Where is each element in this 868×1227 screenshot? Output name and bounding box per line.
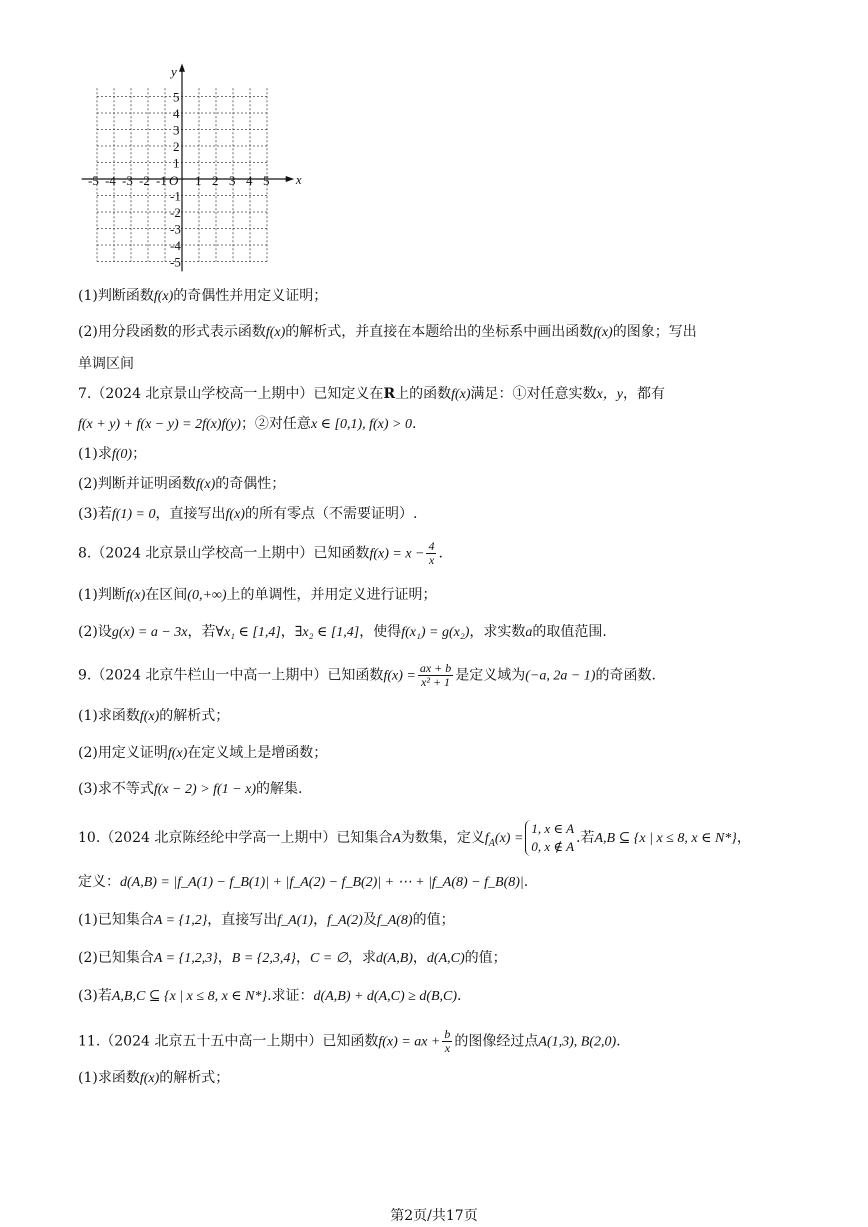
q10-definition: 定义：d(A,B) = |f_A(1) − f_B(1)| + |f_A(2) − f_B(2)| + ⋯ + |f_A(8) − f_B(8)|. xyxy=(78,874,529,890)
q10-heading: 10.（2024 北京陈经纶中学高一上期中）已知集合A为数集，定义$f_A(x)$ = 1, x ∈ A 0, x ∉ A .若A,B ⊆ {x | x ≤ 8, x ∈ N*}， xyxy=(78,821,751,854)
x-tick-label: 5 xyxy=(263,173,270,188)
x-axis-arrow xyxy=(286,176,295,182)
q9-heading: 9.（2024 北京牛栏山一中高一上期中）已知函数f(x) = $\frac{ax + b}{\text{x² + 1}}$ 是定义域为(−a, 2a − 1)的奇函数. xyxy=(78,661,656,689)
q8-part2: (2)设g(x) = a − 3x，若∀x₁ ∈ [1,4]，∃x₂ ∈ [1,4]，使得f(x₁) = g(x₂)，求实数a的取值范围. xyxy=(78,624,607,640)
x-tick-label: 3 xyxy=(229,173,236,188)
q7-part3: (3)若f(1) = 0，直接写出f(x)的所有零点（不需要证明）. xyxy=(78,506,418,522)
y-tick-label: -5 xyxy=(170,254,181,270)
q11-heading: 11.（2024 北京五十五中高一上期中）已知函数f(x) = ax + $\frac{b}{x}$ 的图像经过点A(1,3), B(2,0). xyxy=(78,1027,621,1055)
q6-part2-cont: 单调区间 xyxy=(78,356,134,372)
x-tick-label: 4 xyxy=(246,173,253,188)
q11-fraction: $\frac{b}{x}$ xyxy=(444,1027,451,1055)
y-tick-label: 1 xyxy=(173,155,180,171)
x-tick-label: -1 xyxy=(156,173,167,188)
x-axis-label: x xyxy=(295,172,302,187)
q9-part2: (2)用定义证明f(x)在定义域上是增函数； xyxy=(78,745,328,761)
x-tick-label: 2 xyxy=(212,173,219,188)
y-tick-label: -4 xyxy=(170,238,181,253)
x-tick-label: 1 xyxy=(195,173,202,188)
y-axis-arrow xyxy=(179,64,185,72)
y-tick-label: -3 xyxy=(170,221,181,237)
q9-fraction: $\frac{ax + b}{\text{x² + 1}}$ xyxy=(419,661,452,689)
origin-label: O xyxy=(169,173,179,188)
q9-part1: (1)求函数f(x)的解析式； xyxy=(78,708,230,724)
q8-part1: (1)判断f(x)在区间(0,+∞)上的单调性，并用定义进行证明； xyxy=(78,587,437,603)
x-tick-label: -5 xyxy=(88,173,99,188)
y-tick-label: -1 xyxy=(170,188,181,204)
x-tick-label: -3 xyxy=(122,173,133,188)
q8-heading: 8.（2024 北京景山学校高一上期中）已知函数f(x) = x − $\frac{4}{x}$ . xyxy=(78,539,443,567)
y-tick-label: 3 xyxy=(173,122,180,138)
coordinate-grid xyxy=(70,58,300,276)
q10-piecewise: 1, x ∈ A 0, x ∉ A xyxy=(525,820,574,856)
q7-part1: (1)求f(0)； xyxy=(78,446,147,462)
y-tick-label: 5 xyxy=(173,89,180,105)
x-tick-label: -4 xyxy=(105,173,116,188)
y-tick-label: -2 xyxy=(170,205,181,220)
q11-part1: (1)求函数f(x)的解析式； xyxy=(78,1070,230,1086)
q10-part3: (3)若A,B,C ⊆ {x | x ≤ 8, x ∈ N*}.求证：d(A,B) + d(A,C) ≥ d(B,C). xyxy=(78,988,462,1004)
page-footer: 第2页/共17页 xyxy=(390,1208,478,1224)
y-tick-label: 2 xyxy=(173,139,180,154)
q10-part2: (2)已知集合A = {1,2,3}，B = {2,3,4}，C = ∅，求d(A,B)，d(A,C)的值； xyxy=(78,950,507,966)
q7-conditions: f(x + y) + f(x − y) = 2f(x)f(y)；②对任意x ∈ [0,1), f(x) > 0. xyxy=(78,416,417,432)
q9-part3: (3)求不等式f(x − 2) > f(1 − x)的解集. xyxy=(78,781,303,797)
y-tick-label: 4 xyxy=(173,106,180,121)
y-axis-label: y xyxy=(171,63,177,79)
q7-part2: (2)判断并证明函数f(x)的奇偶性； xyxy=(78,476,286,492)
q10-part1: (1)已知集合A = {1,2}，直接写出f_A(1)，f_A(2)及f_A(8)的值； xyxy=(78,912,455,928)
q7-heading: 7.（2024 北京景山学校高一上期中）已知定义在R上的函数f(x)满足：①对任意实数x，y，都有 xyxy=(78,386,665,402)
q6-part1: (1)判断函数f(x)的奇偶性并用定义证明； xyxy=(78,288,328,304)
q6-part2: (2)用分段函数的形式表示函数f(x)的解析式，并直接在本题给出的坐标系中画出函数f(x)的图象；写出 xyxy=(78,324,697,340)
q8-fraction: $\frac{4}{x}$ xyxy=(428,539,435,567)
x-tick-label: -2 xyxy=(139,173,150,188)
